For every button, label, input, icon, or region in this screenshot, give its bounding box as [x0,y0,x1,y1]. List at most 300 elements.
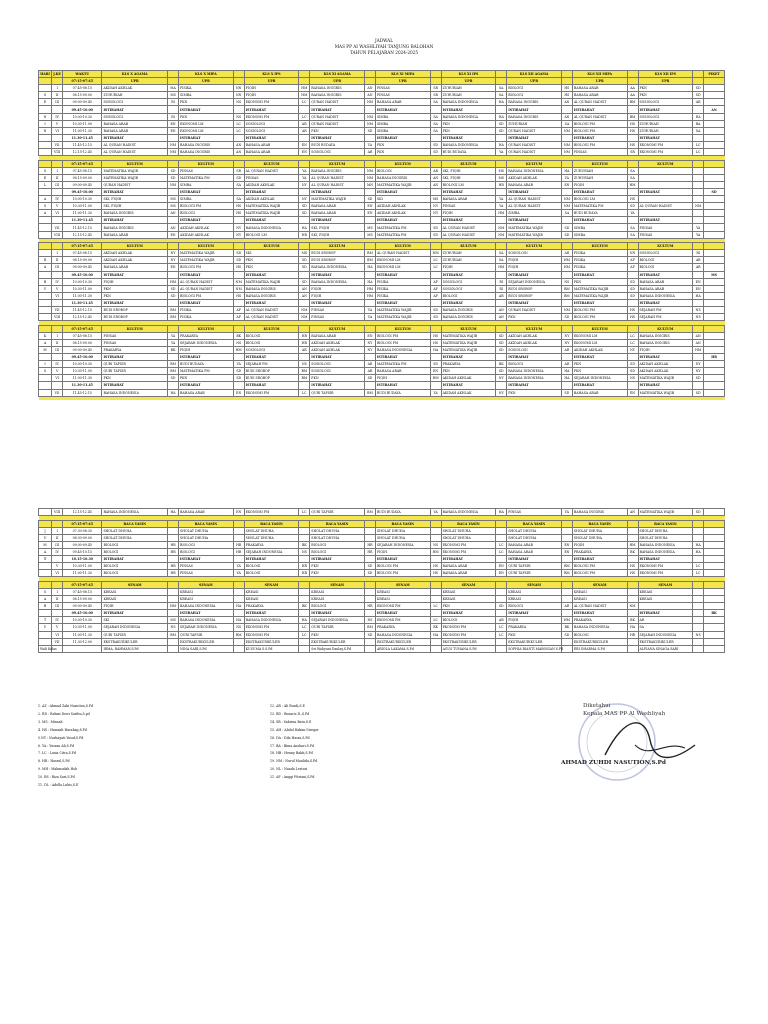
table-cell: 09.45-10.00 [63,610,102,617]
table-cell [52,134,63,141]
table-cell: KULTUM [441,243,496,250]
table-cell: SD [627,292,638,299]
table-cell [233,299,244,306]
table-cell: SD [430,361,441,368]
table-cell: AN [704,106,725,113]
table-cell: BACA YASIN [179,520,234,527]
table-cell: A [39,210,52,217]
table-cell: FIQIH [102,603,168,610]
table-cell [704,339,725,346]
table-row [39,588,725,595]
table-cell: ZUHURIAH [638,127,693,134]
table-cell [299,596,310,603]
table-row [39,217,725,224]
table-cell: BIOLOGI [102,541,168,548]
table-cell [693,638,704,645]
table-cell [233,556,244,563]
table-cell: HS [627,307,638,314]
table-cell: ISTIRAHAT [102,382,168,389]
table-cell: AKIDAH AKHLAK [507,332,562,339]
table-cell: A [39,548,52,555]
table-cell: 07.45-08.15 [63,250,102,257]
table-cell [168,527,179,534]
table-cell: I [39,361,52,368]
table-cell: ZUHURIAH [441,85,496,92]
table-cell: BAHASA INGGRIS [507,99,562,106]
table-cell: HA [365,278,376,285]
table-cell: SIMBA [507,210,562,217]
table-cell: HS [561,85,572,92]
table-cell [233,520,244,527]
table-cell: HR [627,631,638,638]
table-cell: AKIDAH AKHLAK [102,250,168,257]
table-cell: EKSTRAKURIKULER [179,638,234,645]
table-cell: ISTIRAHAT [244,299,299,306]
table-cell: MS [168,203,179,210]
table-cell: AKIDAH AKHLAK [507,174,562,181]
table-cell: HA [299,617,310,624]
table-cell: III [52,346,63,353]
table-row [39,617,725,624]
table-cell: KLS X MIPA [179,71,234,78]
table-cell: 11.45-12.15 [63,224,102,231]
table-cell: BIOLOGI PM [572,307,627,314]
table-cell [39,217,52,224]
table-cell: ISTIRAHAT [310,610,365,617]
table-cell: NM [365,113,376,120]
table-cell: NY [365,339,376,346]
table-cell: NM [561,307,572,314]
table-cell [365,645,376,652]
principal-name: AHMAD ZUHDI NASUTION,S.Pd [561,760,666,766]
table-cell: KULTUM [638,243,693,250]
table-cell: 11.00-11.30 [63,375,102,382]
table-cell [693,78,704,85]
table-cell [496,596,507,603]
table-cell: KULTUM [441,160,496,167]
table-cell [365,581,376,588]
table-cell: SEJARAH INDONESIA [638,631,693,638]
table-cell [693,210,704,217]
table-cell: 10.15-10.30 [63,556,102,563]
table-cell: HR [299,231,310,238]
table-cell: BAHASA INGGRIS [638,339,693,346]
table-cell: BM [561,563,572,570]
table-cell: BAHASA INGGRIS [310,85,365,92]
table-cell: ISTIRAHAT [572,556,627,563]
table-cell: 12.15-12.45 [63,231,102,238]
table-cell [704,292,725,299]
table-cell [430,596,441,603]
table-cell: SOSIOLOGI [310,149,365,156]
table-cell: ISTIRAHAT [102,189,168,196]
table-cell [496,382,507,389]
table-cell: HS [430,332,441,339]
table-cell: III [52,264,63,271]
table-cell: UPR [102,78,168,85]
table-cell: EN [365,210,376,217]
table-cell: V [52,624,63,631]
table-cell: FISIKA [179,314,234,321]
table-cell: EKONOMI LM [179,120,234,127]
table-cell: AL QURAN HADIST [179,278,234,285]
teacher-entry: 11. DL : Adella Lubis,S.E [38,783,79,788]
table-cell: SHOLAT DHUHA [179,527,234,534]
table-cell: ISTIRAHAT [572,217,627,224]
table-row [39,631,725,638]
table-cell: SD [627,368,638,375]
table-cell: Wali Kelas [40,646,57,651]
table-cell: ZUHURIAH [441,250,496,257]
table-cell: SEJARAH INDONESIA [310,617,365,624]
table-cell: HA [233,603,244,610]
table-cell: I [52,527,63,534]
table-cell: ALFIANA SINAGA SARI [638,645,693,652]
table-cell: MATEMATIKA WAJIB [375,181,430,188]
table-cell: III [52,99,63,106]
school-name: MAS PP AI WASHLIYAH TANJUNG BALOHAN [334,44,434,49]
table-cell: KULTUM [375,160,430,167]
table-cell: BIOLOGI [102,570,168,577]
table-cell: LC [430,257,441,264]
table-cell: BUDI BUDAYA [310,141,365,148]
table-cell: SD [430,314,441,321]
table-cell: SD [430,231,441,238]
table-cell: BM [299,375,310,382]
table-cell: ISTIRAHAT [375,382,430,389]
table-cell: ISTIRAHAT [102,217,168,224]
table-cell [704,534,725,541]
table-cell: 10.00-10.30 [63,278,102,285]
table-cell [704,92,725,99]
table-cell [430,189,441,196]
table-cell: EN [496,563,507,570]
table-cell: BIOLOGI [179,548,234,555]
table-cell: BAHASA INDONESIA [507,167,562,174]
table-cell: HM [561,617,572,624]
table-cell: NY [430,203,441,210]
table-cell: HR [299,332,310,339]
table-cell: BAHASA INGGRIS [179,149,234,156]
table-cell: BAHASA ARAB [507,541,562,548]
table-cell: AKIDAH AKHLAK [310,346,365,353]
table-cell: FIQIH [507,257,562,264]
table-cell [39,78,52,85]
teacher-entry: 16. DA : Dila Hasra,S.Pd [270,735,310,740]
table-cell [233,610,244,617]
table-cell: NY [496,375,507,382]
table-cell: ISTIRAHAT [638,271,693,278]
table-cell: BM [168,631,179,638]
table-cell: NY [168,257,179,264]
table-cell [496,527,507,534]
table-cell [704,563,725,570]
table-cell: HR [365,603,376,610]
table-cell [704,196,725,203]
table-cell: PKN [572,361,627,368]
table-cell: HR [299,339,310,346]
table-cell: BACA YASIN [310,520,365,527]
table-cell: KLS X IPS [244,71,299,78]
table-cell: YA [299,174,310,181]
table-cell: FIQIH [507,617,562,624]
table-cell: SOSIOLOGI [441,278,496,285]
table-cell: III [52,603,63,610]
table-cell: ISTIRAHAT [572,610,627,617]
table-cell: QURI TAFSIR [179,631,234,638]
table-cell: AR [561,361,572,368]
table-row [39,556,725,563]
table-cell [39,106,52,113]
table-cell [430,527,441,534]
table-cell: BAHASA ARAB [102,231,168,238]
table-cell: BAHASA INDONESIA [441,113,496,120]
table-cell: PKN [572,368,627,375]
table-cell: KULTUM [572,243,627,250]
table-cell: SD [704,189,725,196]
table-cell [299,106,310,113]
table-cell: 08.15-09.00 [63,92,102,99]
table-cell: EN [365,332,376,339]
table-cell [638,603,693,610]
table-cell: EKONOMI PM [441,624,496,631]
table-cell [693,382,704,389]
table-cell [561,189,572,196]
table-cell: ISTIRAHAT [102,299,168,306]
table-cell [704,389,725,396]
table-cell: NY [299,196,310,203]
table-cell: SD [496,346,507,353]
table-cell: NM [365,99,376,106]
table-cell [561,325,572,332]
table-cell [168,78,179,85]
table-cell [365,556,376,563]
table-cell [627,78,638,85]
table-cell: SD [496,368,507,375]
table-cell: NY [299,181,310,188]
table-cell: BIOLOGI PM [375,570,430,577]
table-cell: HA [233,617,244,624]
table-cell: NN [233,85,244,92]
table-cell [561,271,572,278]
table-cell [39,271,52,278]
table-cell: SKI, FIQIH [441,167,496,174]
table-cell: KULTUM [375,243,430,250]
table-cell [39,520,52,527]
table-cell: HA [365,264,376,271]
table-cell [704,278,725,285]
table-row [39,250,725,257]
table-cell: EN [365,203,376,210]
table-cell [39,307,52,314]
table-cell [39,389,52,396]
table-cell: AR [299,127,310,134]
table-cell: NY [168,250,179,257]
table-cell: ISTIRAHAT [375,106,430,113]
table-row [39,332,725,339]
table-cell [365,588,376,595]
table-cell: NM [561,127,572,134]
table-cell: ISTIRAHAT [179,354,234,361]
table-cell: SIMBA [375,120,430,127]
table-cell: 10.30-11.00 [63,368,102,375]
table-cell: BAHASA ARAB [102,120,168,127]
table-cell [704,264,725,271]
table-cell: BK [627,548,638,555]
table-cell: PKN [638,92,693,99]
table-cell: BIOLOGI PM [179,292,234,299]
table-cell: NM [168,181,179,188]
table-cell: NS [233,99,244,106]
table-cell: LC [693,563,704,570]
table-cell: EKSTRAKURIKULER [441,638,496,645]
table-cell: BAHASA INGGRIS [441,314,496,321]
table-cell: SR [430,92,441,99]
table-cell: SKI, FIQIH [310,231,365,238]
table-cell: SOSIOLOGI [638,250,693,257]
table-cell [561,581,572,588]
section-head-row [39,520,725,527]
table-cell: SIMBA [179,181,234,188]
homeroom-teacher-row [39,645,725,652]
table-cell: S [39,167,52,174]
table-cell: ISTIRAHAT [507,299,562,306]
table-row [39,149,725,156]
table-cell [365,134,376,141]
table-cell: PKN [244,257,299,264]
table-cell: SENAM [244,581,299,588]
table-cell: ISTIRAHAT [572,271,627,278]
table-cell: SR [430,85,441,92]
table-cell: BK [168,346,179,353]
table-cell: HA [430,631,441,638]
table-cell: PKN [179,113,234,120]
table-cell: NY [430,210,441,217]
table-cell [365,106,376,113]
table-cell [704,527,725,534]
table-cell: PKN [310,563,365,570]
table-cell: KULTUM [310,243,365,250]
table-cell: BM [365,389,376,396]
table-cell: MATEMATIKA WAJIB [375,307,430,314]
table-cell: NM [561,196,572,203]
table-cell [233,354,244,361]
table-cell: EKONOMI PM [638,141,693,148]
teacher-entry: 14. SB : Sabrina Batu,S.E [270,719,312,724]
table-cell: 11.30-11.45 [63,134,102,141]
table-cell: NM [693,203,704,210]
table-cell: SD [693,85,704,92]
table-cell: MATEMATIKA PM [375,224,430,231]
table-cell: SD [561,231,572,238]
table-cell: AR [561,346,572,353]
table-cell: EN [168,264,179,271]
table-cell: NS [168,624,179,631]
table-cell [39,224,52,231]
table-row [39,106,725,113]
teacher-entry: 13. BD : Bonaris D.,S.Pd [270,711,310,716]
table-cell: KREASI [638,588,693,595]
table-cell [39,299,52,306]
table-cell: AN [299,292,310,299]
table-cell: BAHASA INGGRIS [507,113,562,120]
table-cell: 11.00-11.30 [63,210,102,217]
table-cell: NY [233,231,244,238]
table-cell: ISTIRAHAT [507,134,562,141]
table-cell: AF [430,278,441,285]
table-cell: SEJARAH INDONESIA [572,375,627,382]
table-cell: SA [430,99,441,106]
table-cell: HS [233,203,244,210]
table-cell: KULTUM [507,160,562,167]
table-cell: 09.45-10.00 [63,106,102,113]
teacher-legend-right [270,703,400,782]
table-cell: 09.45-10.00 [63,189,102,196]
table-cell: SOPHIA RIANTI MAROSIAN S.Pd [508,646,564,651]
table-cell: BIOLOGI PM [572,127,627,134]
table-cell: BIOLOGI LM [441,181,496,188]
table-row [39,141,725,148]
table-cell: 09.00-09.45 [63,541,102,548]
teacher-entry: 17. BA : Bima Anshari,S.Pd [270,743,314,748]
table-cell [168,299,179,306]
table-cell: 08.15-09.00 [63,339,102,346]
stamp-line-2: Kepala MAS PP Al Washliyah [583,711,666,717]
table-cell [52,243,63,250]
table-cell [627,610,638,617]
table-cell: SR [233,167,244,174]
table-cell [693,167,704,174]
table-cell [496,78,507,85]
table-cell: ISTIRAHAT [638,134,693,141]
table-cell: T [39,556,52,563]
table-row [39,127,725,134]
table-cell: BAHASA INDONESIA [638,548,693,555]
signature-block [555,700,715,820]
table-cell [168,160,179,167]
table-cell: BAHASA INGGRIS [102,210,168,217]
school-year: TAHUN PELAJARAN 2024-2025 [349,50,419,55]
table-cell: 11.45-12.15 [63,307,102,314]
table-cell: SD [627,361,638,368]
table-cell: HM [561,264,572,271]
table-cell: AR [638,617,693,624]
table-cell: SHOLAT DHUHA [102,527,168,534]
table-cell: AN [168,210,179,217]
table-cell: FIQIH [310,285,365,292]
table-cell [233,243,244,250]
table-cell: FISIKA [179,85,234,92]
table-cell [561,610,572,617]
table-cell [704,78,725,85]
table-cell: MATEMATIKA WAJIB [244,203,299,210]
table-cell: PKN [441,120,496,127]
table-cell: BIOLOGI PM [572,141,627,148]
table-cell: LC [496,541,507,548]
table-cell: BACA YASIN [375,520,430,527]
table-cell: 11.30-11.45 [63,382,102,389]
table-cell: HS [627,127,638,134]
table-cell [299,638,310,645]
table-cell: MATEMATIKA PM [572,203,627,210]
table-cell: NS [693,307,704,314]
table-cell [561,106,572,113]
table-row [39,292,725,299]
table-cell: SHOLAT DHUHA [507,534,562,541]
table-cell: AA [627,85,638,92]
table-cell: EKSTRAKURIKULER [102,638,168,645]
table-cell [638,196,693,203]
